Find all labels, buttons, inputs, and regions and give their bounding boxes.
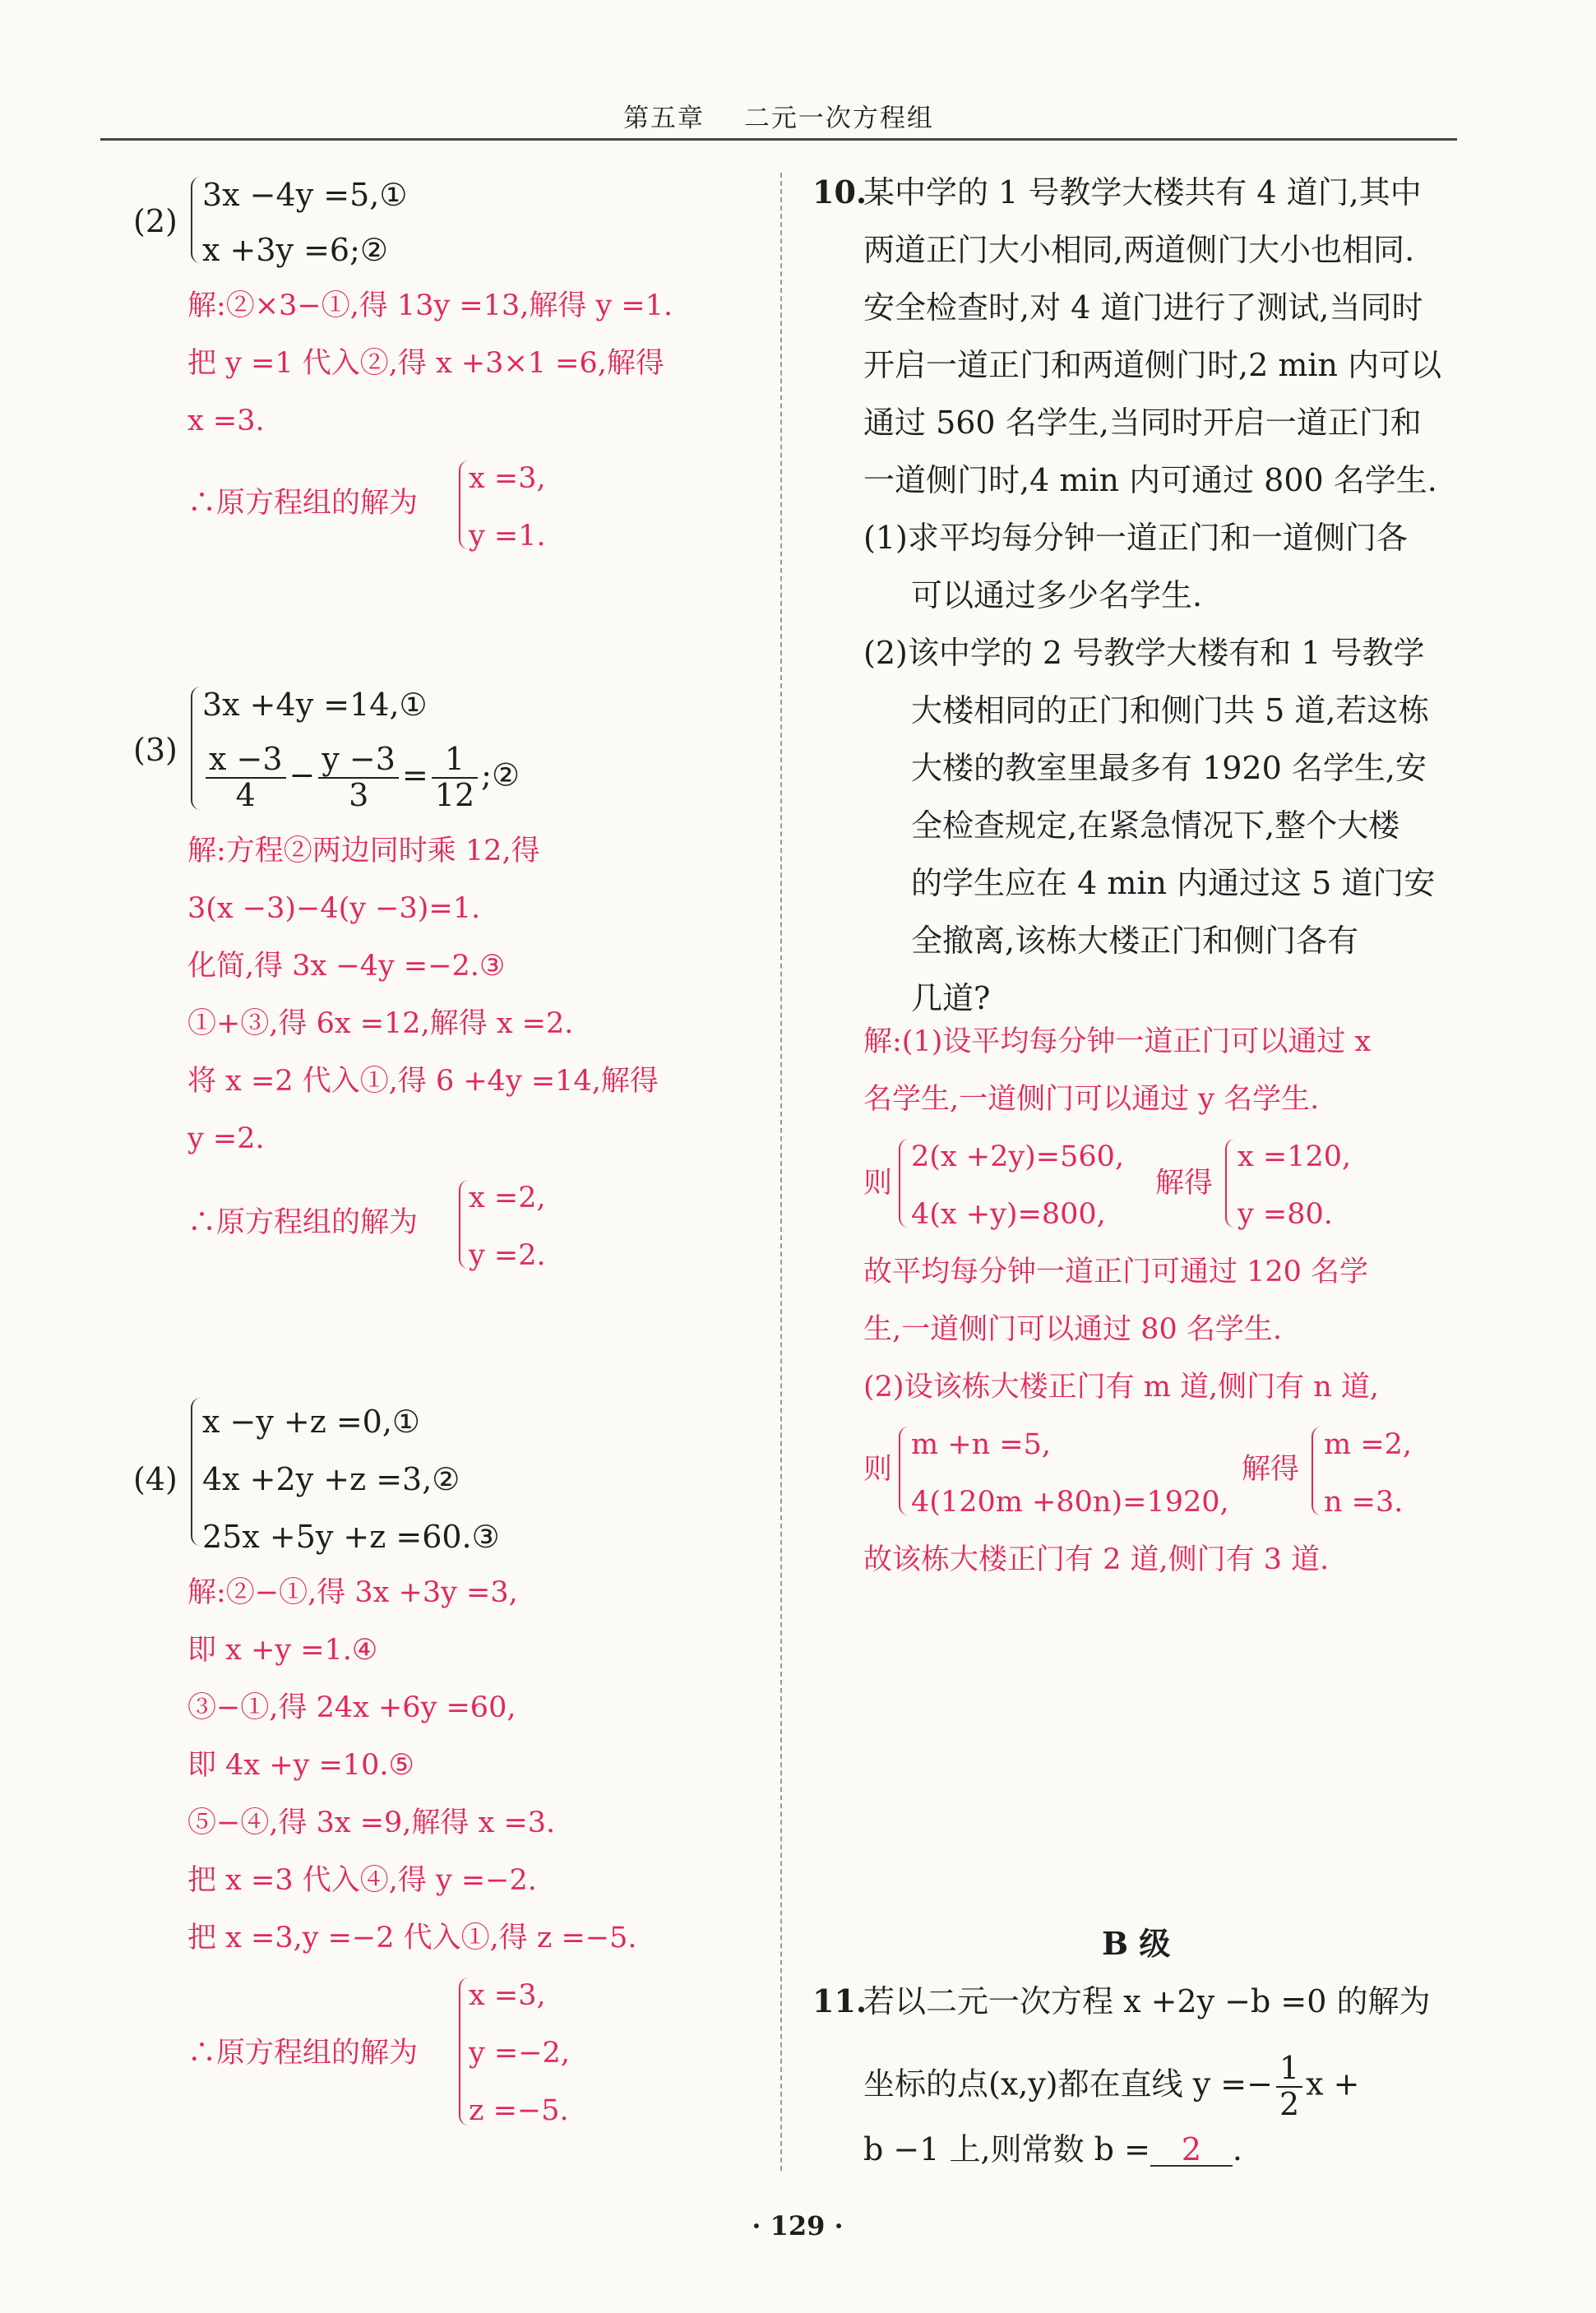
p3-label: (3) bbox=[133, 732, 178, 768]
q10-sol2: (2)设该栋大楼正门有 m 道,侧门有 n 道, bbox=[863, 1371, 1380, 1404]
p4-ans-2: y =−2, bbox=[469, 2037, 570, 2070]
q10-ans2: 故该栋大楼正门有 2 道,侧门有 3 道. bbox=[863, 1543, 1330, 1576]
p3-sol-6: y =2. bbox=[187, 1122, 265, 1155]
q10-sol1-line-1: 解:(1)设平均每分钟一道正门可以通过 x bbox=[863, 1025, 1372, 1058]
p3-ans-brace bbox=[459, 1180, 469, 1269]
header-rule bbox=[100, 138, 1457, 141]
p2-eq2: x +3y =6;② bbox=[202, 232, 388, 268]
q10-sub1-line-2: 可以通过多少名学生. bbox=[911, 577, 1203, 613]
p3-sol-2: 3(x −3)−4(y −3)=1. bbox=[187, 892, 481, 925]
q10-sys2-then: 则 bbox=[863, 1453, 893, 1486]
p4-sol-5: ⑤−④,得 3x =9,解得 x =3. bbox=[187, 1806, 556, 1839]
p4-eq3: 25x +5y +z =60.③ bbox=[202, 1519, 500, 1555]
p4-ans-3: z =−5. bbox=[469, 2094, 569, 2127]
q11-line-3: b −1 上,则常数 b = 2 . bbox=[863, 2131, 1242, 2167]
q10-sys2-brace bbox=[899, 1427, 909, 1515]
q10-sys1-ans-brace bbox=[1225, 1139, 1235, 1228]
level-b-heading: B 级 bbox=[1102, 1925, 1171, 1962]
q10-sys1-then: 则 bbox=[863, 1167, 893, 1200]
p4-sol-4: 即 4x +y =10.⑤ bbox=[187, 1749, 414, 1782]
q10-sub2-line-7: 几道? bbox=[911, 980, 991, 1016]
q10-sol1-line-2: 名学生,一道侧门可以通过 y 名学生. bbox=[863, 1083, 1320, 1116]
p3-brace bbox=[191, 687, 201, 810]
p2-label: (2) bbox=[133, 203, 178, 239]
p4-sol-1: 解:②−①,得 3x +3y =3, bbox=[187, 1576, 518, 1609]
q10-ans1-line-2: 生,一道侧门可以通过 80 名学生. bbox=[863, 1313, 1283, 1346]
p2-ans-1: x =3, bbox=[469, 462, 546, 495]
p3-sol-3: 化简,得 3x −4y =−2.③ bbox=[187, 950, 506, 983]
q11-line-2: 坐标的点(x,y)都在直线 y =− $\frac{1}{2}$ x + bbox=[863, 2050, 1360, 2122]
p3-eq2: $\frac{x -3}{4}$ − $\frac{y -3}{3}$ = $\frac{1}{12}$ ;② bbox=[202, 742, 520, 813]
q11-number: 11. bbox=[812, 1982, 867, 2019]
p2-ans-2: y =1. bbox=[469, 520, 546, 553]
q10-number: 10. bbox=[812, 173, 867, 210]
p4-ans-brace bbox=[459, 1978, 469, 2126]
p3-frac-y: $\frac{y -3}{3}$ bbox=[318, 742, 399, 813]
q10-sys1-brace bbox=[899, 1139, 909, 1228]
q10-line-6: 一道侧门时,4 min 内可通过 800 名学生. bbox=[863, 462, 1437, 498]
q10-sys1-eq2: 4(x +y)=800, bbox=[911, 1198, 1106, 1231]
p2-sol-1: 解:②×3−①,得 13y =13,解得 y =1. bbox=[187, 289, 673, 322]
p3-frac-x: $\frac{x -3}{4}$ bbox=[206, 742, 286, 813]
chapter-label: 第五章 bbox=[623, 104, 705, 133]
p3-frac-rhs: $\frac{1}{12}$ bbox=[432, 742, 478, 813]
q10-sys2-ans-2: n =3. bbox=[1324, 1486, 1404, 1519]
p4-sol-6: 把 x =3 代入④,得 y =−2. bbox=[187, 1864, 537, 1897]
q10-line-3: 安全检查时,对 4 道门进行了测试,当同时 bbox=[863, 289, 1423, 326]
p3-ans-1: x =2, bbox=[469, 1182, 546, 1214]
p4-eq1: x −y +z =0,① bbox=[202, 1404, 420, 1440]
p4-eq2: 4x +2y +z =3,② bbox=[202, 1461, 460, 1497]
q10-ans1-line-1: 故平均每分钟一道正门可通过 120 名学 bbox=[863, 1256, 1369, 1288]
q10-sub2-line-3: 大楼的教室里最多有 1920 名学生,安 bbox=[911, 750, 1427, 786]
q11-line-1: 若以二元一次方程 x +2y −b =0 的解为 bbox=[863, 1983, 1431, 2019]
chapter-title: 二元一次方程组 bbox=[743, 104, 934, 133]
q10-line-5: 通过 560 名学生,当同时开启一道正门和 bbox=[863, 405, 1422, 441]
q10-line-4: 开启一道正门和两道侧门时,2 min 内可以 bbox=[863, 347, 1442, 383]
p4-brace bbox=[191, 1398, 201, 1546]
q10-sub2-line-1: (2)该中学的 2 号教学大楼有和 1 号教学 bbox=[863, 635, 1425, 671]
q10-sys1-ans-1: x =120, bbox=[1237, 1140, 1352, 1173]
page-number: · 129 · bbox=[752, 2210, 844, 2241]
chapter-header bbox=[100, 97, 1457, 134]
q11-fraction: $\frac{1}{2}$ bbox=[1276, 2052, 1302, 2122]
q10-sys1-ans-2: y =80. bbox=[1237, 1198, 1333, 1231]
p4-sol-2: 即 x +y =1.④ bbox=[187, 1634, 378, 1667]
p3-sol-5: 将 x =2 代入①,得 6 +4y =14,解得 bbox=[187, 1065, 659, 1098]
p4-sol-7: 把 x =3,y =−2 代入①,得 z =−5. bbox=[187, 1922, 637, 1954]
q10-sub2-line-5: 的学生应在 4 min 内通过这 5 道门安 bbox=[911, 865, 1436, 901]
p3-ans-2: y =2. bbox=[469, 1239, 546, 1272]
p3-sol-4: ①+③,得 6x =12,解得 x =2. bbox=[187, 1007, 574, 1040]
p2-ans-brace bbox=[459, 460, 469, 549]
q10-sys2-ans-brace bbox=[1311, 1427, 1321, 1515]
p4-conclusion: ∴原方程组的解为 bbox=[187, 2037, 419, 2070]
p4-ans-1: x =3, bbox=[469, 1979, 546, 2012]
q10-line-1: 某中学的 1 号教学大楼共有 4 道门,其中 bbox=[863, 174, 1422, 210]
p2-sol-3: x =3. bbox=[187, 405, 265, 437]
q10-sys2-eq1: m +n =5, bbox=[911, 1428, 1052, 1461]
q11-answer-blank: 2 bbox=[1150, 2134, 1233, 2167]
p2-eq1: 3x −4y =5,① bbox=[202, 177, 408, 213]
p2-sol-2: 把 y =1 代入②,得 x +3×1 =6,解得 bbox=[187, 347, 664, 380]
column-divider bbox=[780, 173, 782, 2171]
p3-eq1: 3x +4y =14,① bbox=[202, 687, 428, 723]
p2-brace bbox=[191, 177, 201, 263]
q10-sys2-solve: 解得 bbox=[1242, 1453, 1300, 1486]
p2-conclusion: ∴原方程组的解为 bbox=[187, 487, 419, 520]
p4-sol-3: ③−①,得 24x +6y =60, bbox=[187, 1691, 516, 1724]
q10-sub2-line-4: 全检查规定,在紧急情况下,整个大楼 bbox=[911, 807, 1400, 844]
p4-label: (4) bbox=[133, 1461, 178, 1497]
q10-sub2-line-6: 全撤离,该栋大楼正门和侧门各有 bbox=[911, 923, 1359, 959]
q10-sys1-solve: 解得 bbox=[1155, 1167, 1214, 1200]
q10-sys2-ans-1: m =2, bbox=[1324, 1428, 1413, 1461]
q10-sub1-line-1: (1)求平均每分钟一道正门和一道侧门各 bbox=[863, 520, 1408, 556]
q10-sub2-line-2: 大楼相同的正门和侧门共 5 道,若这栋 bbox=[911, 692, 1430, 729]
p3-conclusion: ∴原方程组的解为 bbox=[187, 1206, 419, 1239]
q10-line-2: 两道正门大小相同,两道侧门大小也相同. bbox=[863, 232, 1415, 268]
q10-sys1-eq1: 2(x +2y)=560, bbox=[911, 1140, 1125, 1173]
q10-sys2-eq2: 4(120m +80n)=1920, bbox=[911, 1486, 1229, 1519]
p3-sol-1: 解:方程②两边同时乘 12,得 bbox=[187, 835, 540, 867]
